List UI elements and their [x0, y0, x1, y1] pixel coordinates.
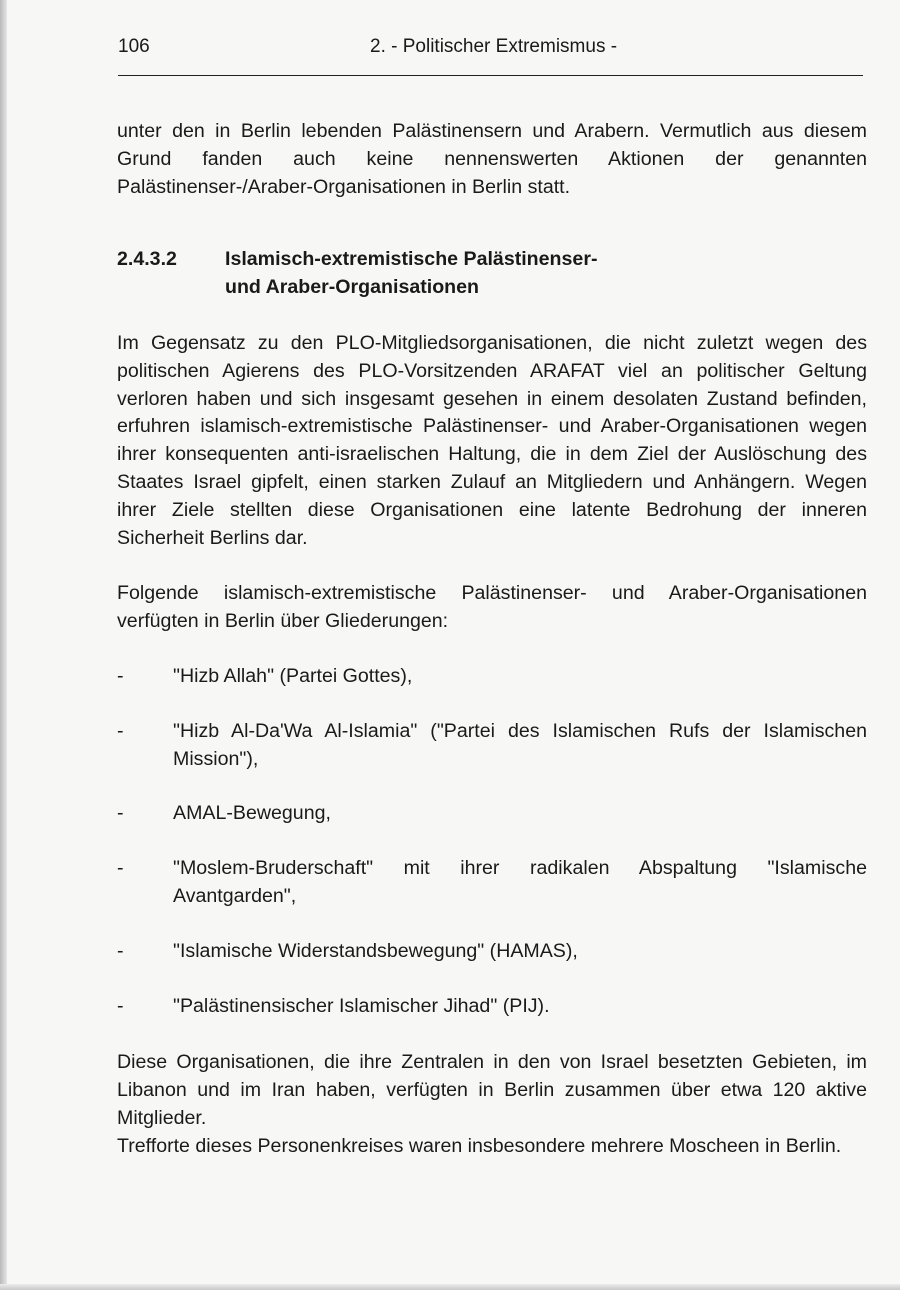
list-dash: -	[117, 719, 124, 742]
list-item-text: "Palästinensischer Islamischer Jihad" (PIJ).	[173, 994, 550, 1017]
paragraph-2: Im Gegensatz zu den PLO-Mitgliedsorganisationen, die nicht zuletzt wegen des politischen Agierens des PLO-Vorsitzenden ARAFAT viel an politischer Geltung verloren haben und sich insgesamt gesehen in einem desolaten Zustand befinden, erfuhren islamisch-extremistische Palästinenser- und Araber-Organisationen wegen ihrer konsequenten anti-israelischen Haltung, die in dem Ziel der Auslöschung des Staates Israel gipfelt, einen starken Zulauf an Mitgliedern und Anhängern. Wegen ihrer Ziele stellten diese Organisationen eine latente Bedrohung der inneren Sicherheit Berlins dar.	[117, 331, 867, 549]
page-header	[118, 36, 863, 66]
section-title	[225, 246, 867, 302]
header-rule	[118, 75, 863, 76]
list-item	[117, 855, 867, 911]
list-item-text: AMAL-Bewegung,	[173, 802, 331, 825]
section-title-line-1: Islamisch-extremistische Palästinenser-	[225, 248, 598, 271]
paragraph-3: Folgende islamisch-extremistische Palästinenser- und Araber-Organisationen verfügten in Berlin über Gliederungen:	[117, 582, 867, 633]
list-item	[117, 938, 867, 966]
list-dash: -	[117, 939, 124, 962]
document-body	[117, 118, 867, 1161]
section-title-line-2: und Araber-Organisationen	[225, 276, 480, 299]
list-dash: -	[117, 664, 124, 687]
paragraph-4: Diese Organisationen, die ihre Zentralen in den von Israel besetzten Gebieten, im Libanon und im Iran haben, verfügten in Berlin zusammen über etwa 120 aktive Mitglieder.	[117, 1051, 867, 1129]
list-item-text: "Hizb Allah" (Partei Gottes),	[173, 664, 413, 687]
list-dash: -	[117, 994, 124, 1017]
page-number: 106	[118, 36, 150, 57]
section-number: 2.4.3.2	[117, 248, 177, 271]
paragraph-5: Trefforte dieses Personenkreises waren insbesondere mehrere Moscheen in Berlin.	[117, 1134, 842, 1157]
running-title: 2. - Politischer Extremismus -	[370, 36, 618, 57]
list-item	[117, 993, 867, 1021]
list-dash: -	[117, 857, 124, 880]
page-bottom-edge	[0, 1284, 900, 1290]
list-item	[117, 663, 867, 691]
page-binding-edge	[0, 0, 7, 1290]
paragraph-1: unter den in Berlin lebenden Palästinensern und Arabern. Vermutlich aus diesem Grund fanden auch keine nennenswerten Aktionen der genannten Palästinenser-/Araber-Organisationen in Berlin statt.	[117, 120, 867, 198]
list-item-text: "Hizb Al-Da'Wa Al-Islamia" ("Partei des Islamischen Rufs der Islamischen Mission"),	[173, 719, 867, 770]
organization-list	[117, 663, 867, 1020]
list-item	[117, 800, 867, 828]
section-heading	[117, 246, 867, 302]
list-dash: -	[117, 802, 124, 825]
list-item	[117, 718, 867, 774]
list-item-text: "Islamische Widerstandsbewegung" (HAMAS),	[173, 939, 578, 962]
list-item-text: "Moslem-Bruderschaft" mit ihrer radikalen Abspaltung "Islamische Avantgarden",	[173, 857, 867, 907]
